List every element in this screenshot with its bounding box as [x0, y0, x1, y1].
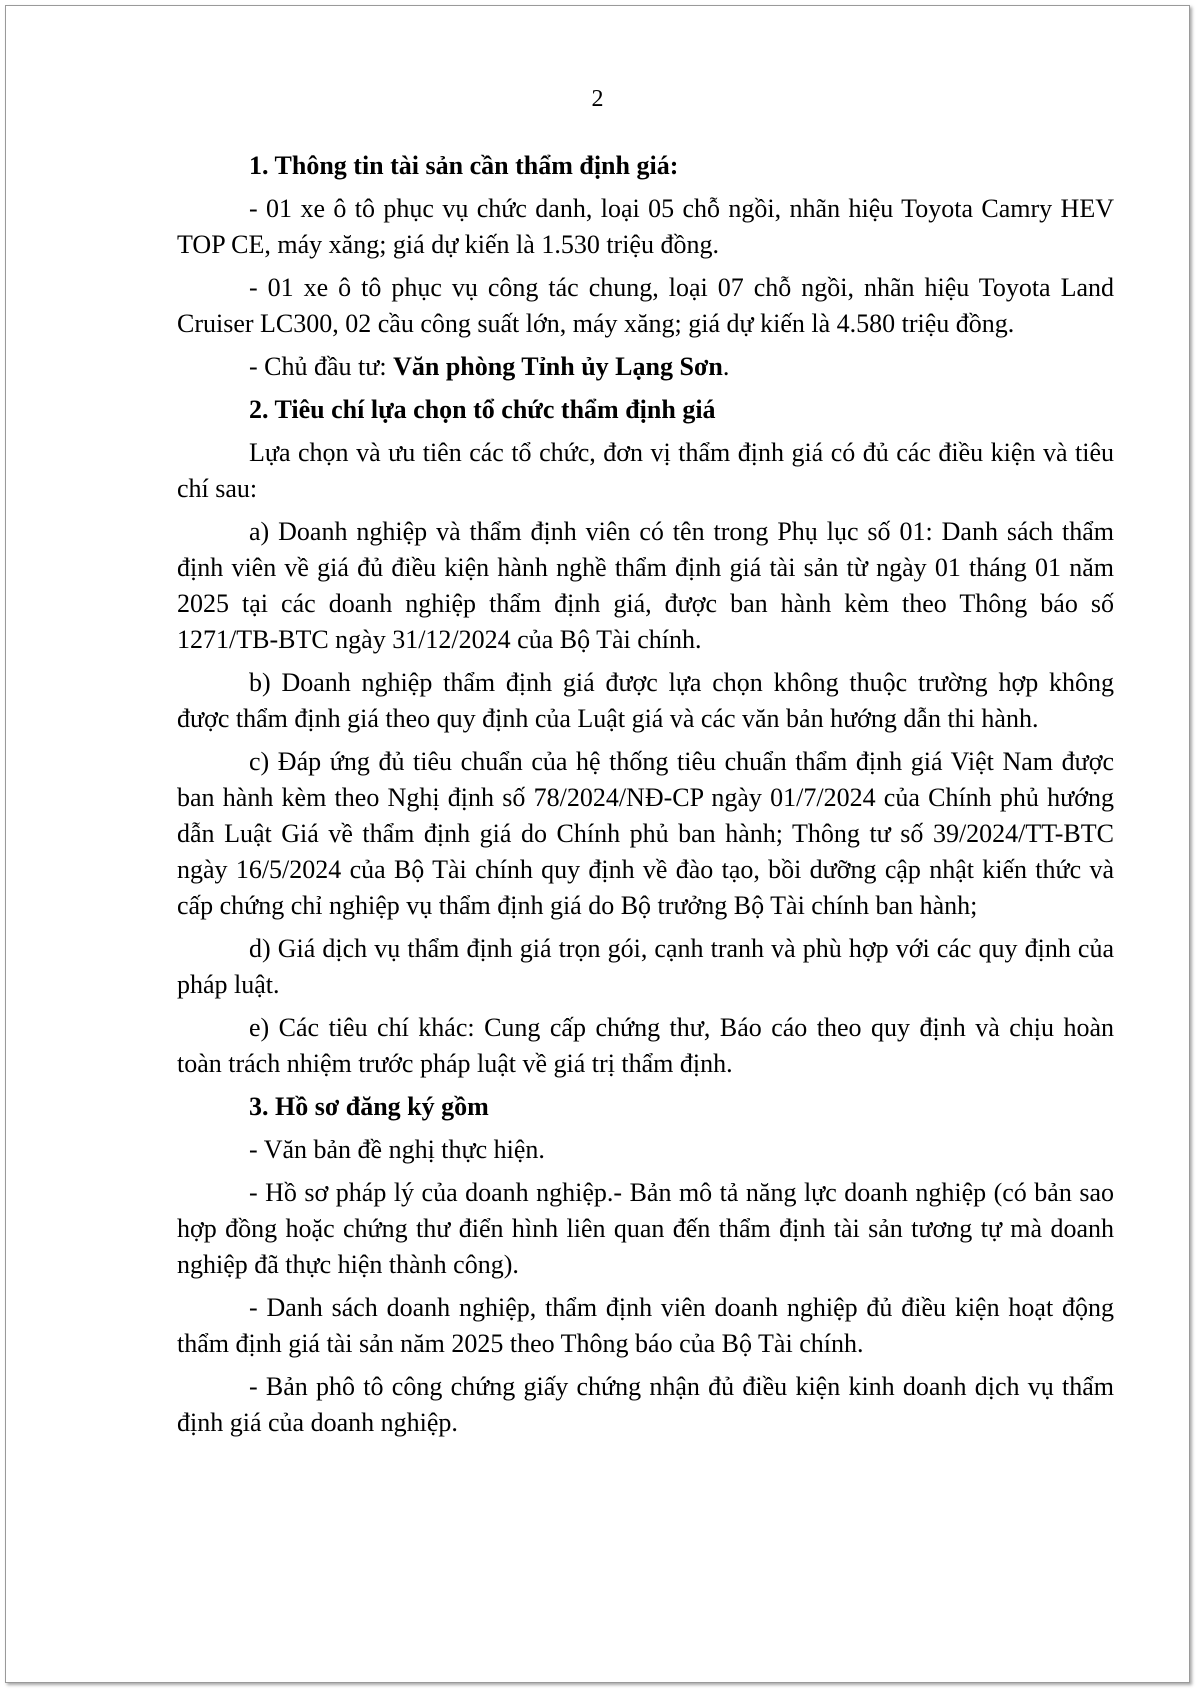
section2-item-b: b) Doanh nghiệp thẩm định giá được lựa chọn không thuộc trường hợp không được thẩm định giá theo quy định của Luật giá và các văn bản hướng dẫn thi hành.: [177, 668, 1114, 733]
investor-name: Văn phòng Tỉnh ủy Lạng Sơn: [393, 352, 723, 381]
section1-item2: - 01 xe ô tô phục vụ công tác chung, loại 07 chỗ ngồi, nhãn hiệu Toyota Land Cruiser LC300, 02 cầu công suất lớn, máy xăng; giá dự kiến là 4.580 triệu đồng.: [177, 273, 1114, 338]
page-number: 2: [591, 86, 604, 112]
section3-item2: - Hồ sơ pháp lý của doanh nghiệp.- Bản mô tả năng lực doanh nghiệp (có bản sao hợp đồng hoặc chứng thư điển hình liên quan đến thẩm định tài sản tương tự mà doanh nghiệp đã thực hiện thành công).: [177, 1178, 1114, 1279]
section2-item-e: e) Các tiêu chí khác: Cung cấp chứng thư, Báo cáo theo quy định và chịu hoàn toàn trách nhiệm trước pháp luật về giá trị thẩm định.: [177, 1013, 1114, 1078]
section2-item-c: c) Đáp ứng đủ tiêu chuẩn của hệ thống tiêu chuẩn thẩm định giá Việt Nam được ban hành kèm theo Nghị định số 78/2024/NĐ-CP ngày 01/7/2024 của Chính phủ hướng dẫn Luật Giá về thẩm định giá do Chính phủ ban hành; Thông tư số 39/2024/TT-BTC ngày 16/5/2024 của Bộ Tài chính quy định về đào tạo, bồi dưỡng cập nhật kiến thức và cấp chứng chỉ nghiệp vụ thẩm định giá do Bộ trưởng Bộ Tài chính ban hành;: [177, 747, 1114, 920]
document-page: [5, 5, 1190, 1683]
section1-item1: - 01 xe ô tô phục vụ chức danh, loại 05 chỗ ngồi, nhãn hiệu Toyota Camry HEV TOP CE, máy xăng; giá dự kiến là 1.530 triệu đồng.: [177, 194, 1114, 259]
section2-item-d: d) Giá dịch vụ thẩm định giá trọn gói, cạnh tranh và phù hợp với các quy định của pháp luật.: [177, 934, 1114, 999]
section1-investor: [177, 349, 1114, 385]
investor-end: .: [722, 352, 730, 381]
investor-label: - Chủ đầu tư:: [249, 352, 394, 381]
section2-item-a: a) Doanh nghiệp và thẩm định viên có tên trong Phụ lục số 01: Danh sách thẩm định viên về giá đủ điều kiện hành nghề thẩm định giá tài sản từ ngày 01 tháng 01 năm 2025 tại các doanh nghiệp thẩm định giá, được ban hành kèm theo Thông báo số 1271/TB-BTC ngày 31/12/2024 của Bộ Tài chính.: [177, 517, 1114, 654]
section2-intro: Lựa chọn và ưu tiên các tổ chức, đơn vị thẩm định giá có đủ các điều kiện và tiêu chí sau:: [177, 438, 1114, 503]
document-body: [177, 148, 1114, 1448]
section1-heading: 1. Thông tin tài sản cần thẩm định giá:: [249, 151, 679, 180]
section3-item3: - Danh sách doanh nghiệp, thẩm định viên doanh nghiệp đủ điều kiện hoạt động thẩm định giá tài sản năm 2025 theo Thông báo của Bộ Tài chính.: [177, 1293, 1114, 1358]
section2-heading: 2. Tiêu chí lựa chọn tổ chức thẩm định giá: [249, 395, 716, 424]
section3-item1: - Văn bản đề nghị thực hiện.: [249, 1135, 545, 1164]
section3-heading: 3. Hồ sơ đăng ký gồm: [249, 1092, 489, 1121]
section3-item4: - Bản phô tô công chứng giấy chứng nhận đủ điều kiện kinh doanh dịch vụ thẩm định giá của doanh nghiệp.: [177, 1372, 1114, 1437]
